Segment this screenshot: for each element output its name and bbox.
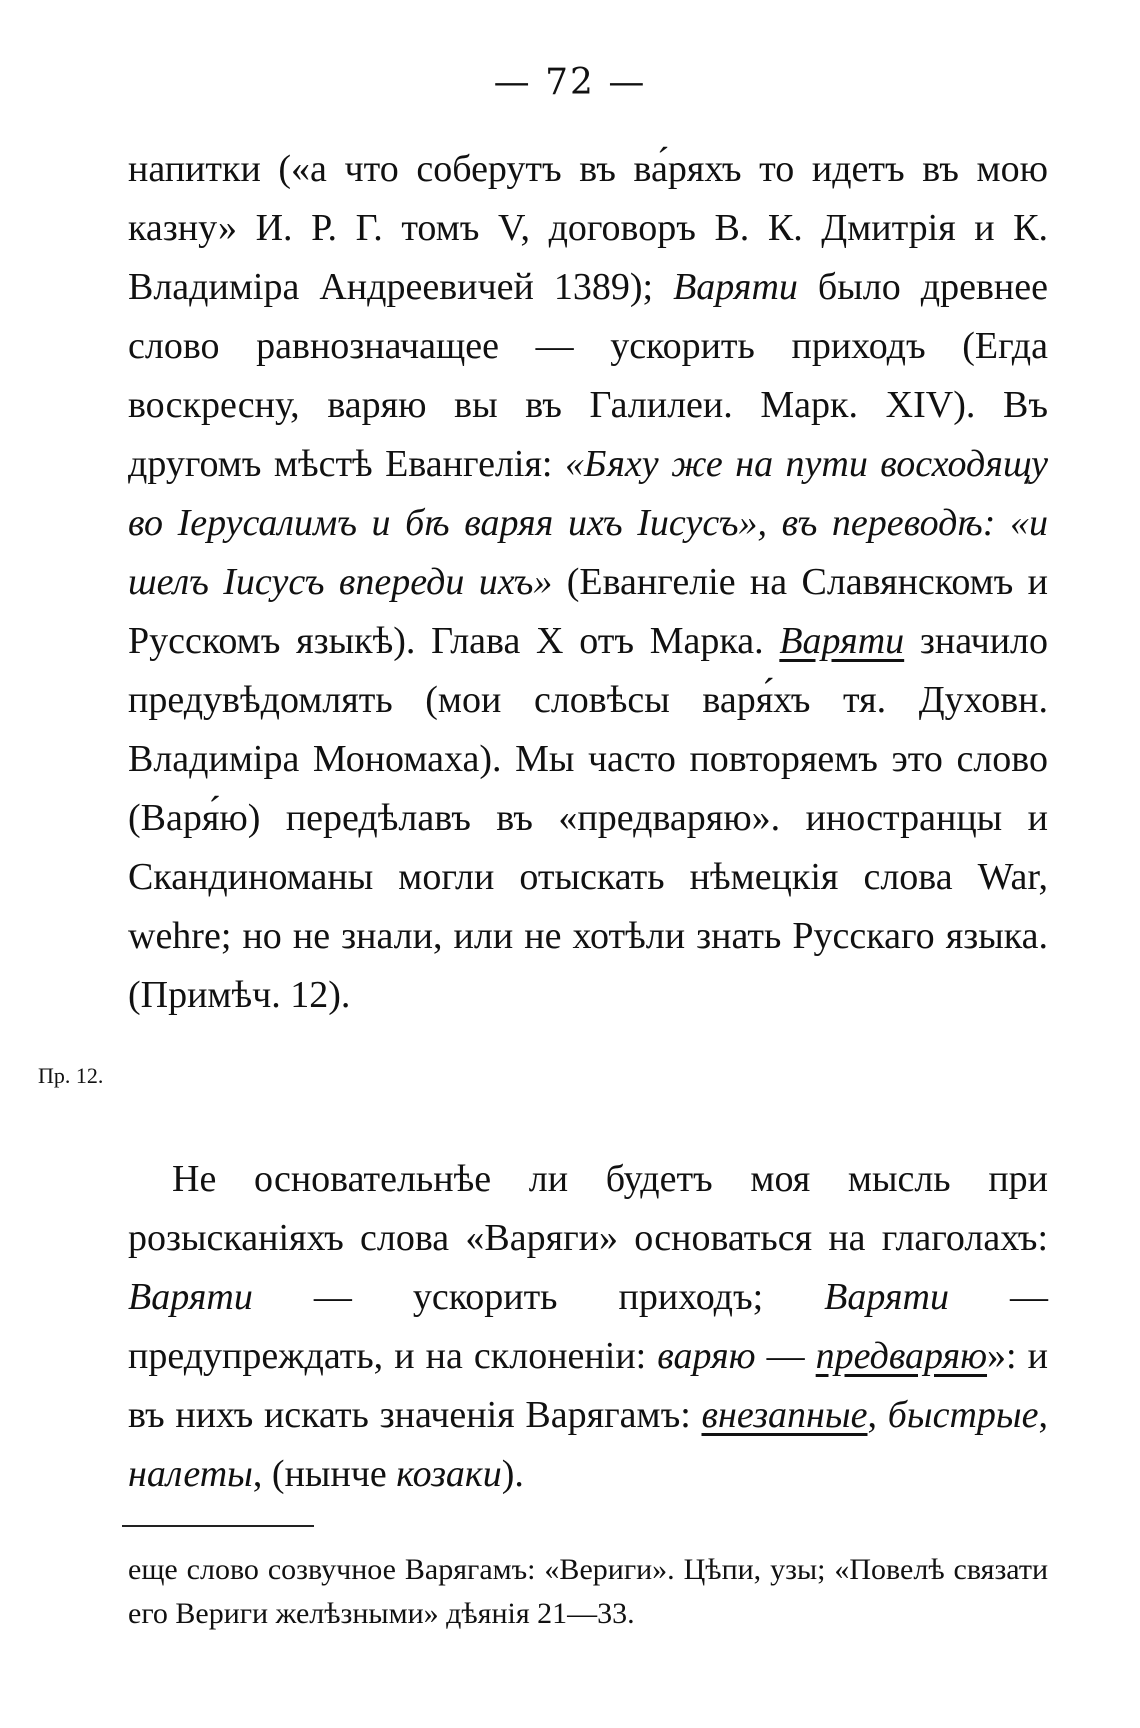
paragraph-1-text-2: было древнее слово равнозначащее — ускорить приходъ (Егда воскресну, варяю вы въ Галилеи. Марк. XIV). Въ другомъ мѣстѣ Евангелія: xyxy=(128,266,1048,485)
paragraph-1-text-3: (Евангеліе на Славянскомъ и Русскомъ языкѣ). Глава X отъ Марка. xyxy=(128,561,1049,662)
paragraph-2-text-4: — xyxy=(755,1335,816,1377)
paragraph-2-text-2: — ускорить приходъ; xyxy=(252,1276,825,1318)
paragraph-2-text-8: , (нынче xyxy=(252,1453,397,1495)
paragraph-2-text-3: — предупреждать, и на склоненіи: xyxy=(128,1276,1048,1377)
paragraph-2-text-9: ). xyxy=(501,1453,524,1495)
paragraph-2 xyxy=(128,1150,1048,1504)
paragraph-2-italic-4: предваряю xyxy=(815,1335,988,1377)
paragraph-1-italic-2: «Бяху же на пути восходящу во Іерусалимъ и бѣ варяя ихъ Іисусъ», въ переводѣ: «и шелъ Іисусъ впереди ихъ» xyxy=(128,443,1048,603)
paragraph-2-text-5: »: и въ нихъ искать значенія Варягамъ: xyxy=(128,1335,1048,1436)
paragraph-1-italic-1: Варяти xyxy=(673,266,798,308)
paragraph-2-italic-7: налеты xyxy=(128,1453,253,1495)
paragraph-2-italic-3: варяю xyxy=(657,1335,756,1377)
paragraph-2-italic-8: козаки xyxy=(396,1453,502,1495)
paragraph-2-italic-6: быстрые xyxy=(887,1394,1039,1436)
paragraph-2-text-6: , xyxy=(867,1394,888,1436)
paragraph-2-italic-2: Варяти xyxy=(824,1276,949,1318)
footnote-divider xyxy=(122,1525,314,1527)
paragraph-2-italic-1: Варяти xyxy=(128,1276,253,1318)
footnote: еще слово созвучное Варягамъ: «Вериги». Цѣпи, узы; «Повелѣ связати его Вериги желѣзными» дѣянія 21—33. xyxy=(128,1553,1048,1630)
paragraph-1-text-4: значило предувѣдомлять (мои словѣсы варя́хъ тя. Духовн. Владиміра Мономаха). Мы часто повторяемъ это слово (Варя́ю) передѣлавъ въ «предваряю». иностранцы и Скандиноманы могли отыскать нѣмецкія слова War, wehre; но не знали, или не хотѣли знать Русскаго языка. (Примѣч. 12). xyxy=(128,620,1048,1016)
paragraph-1-italic-3: Варяти xyxy=(779,620,905,662)
paragraph-1-text-1: напитки («а что соберутъ въ ва́ряхъ то идетъ въ мою казну» И. Р. Г. томъ V, договоръ В. К. Дмитрія и К. Владиміра Андреевичей 1389); xyxy=(128,148,1048,308)
paragraph-2-text-1: Не основательнѣе ли будетъ моя мысль при розысканіяхъ слова «Варяги» основаться на глаголахъ: xyxy=(128,1158,1048,1259)
page-number: — 72 — xyxy=(493,62,647,103)
margin-note: Пр. 12. xyxy=(38,1063,104,1088)
paragraph-2-italic-5: внезапные xyxy=(701,1394,868,1436)
paragraph-1 xyxy=(128,140,1048,1025)
paragraph-2-text-7: , xyxy=(1038,1394,1048,1436)
